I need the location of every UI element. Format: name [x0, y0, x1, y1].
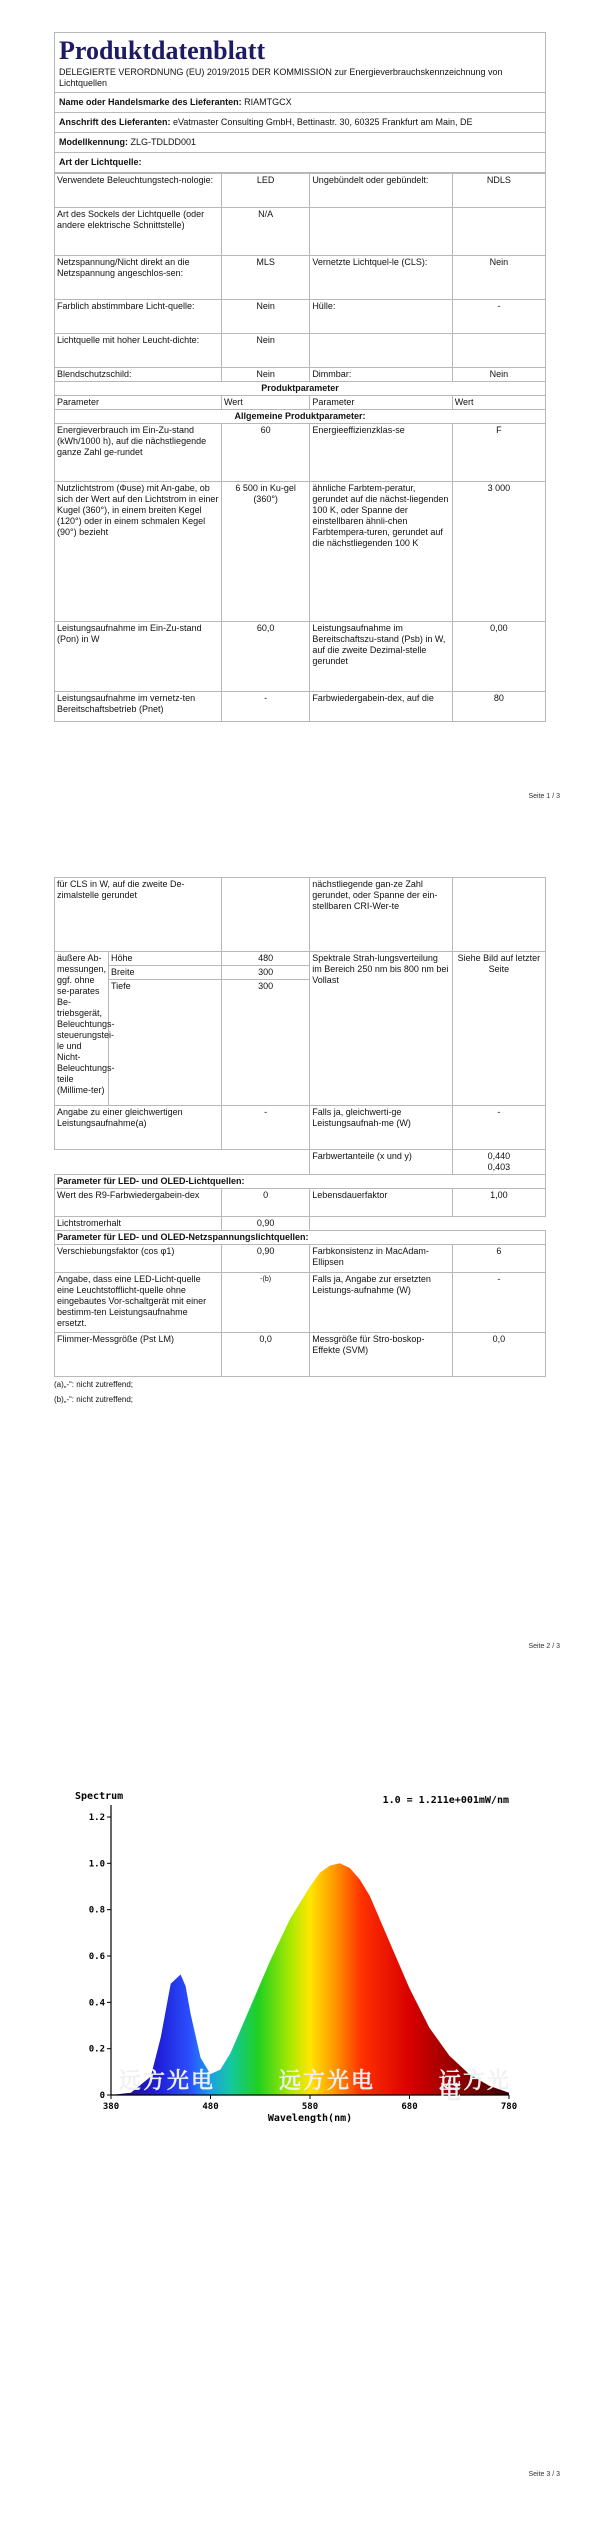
model-row — [55, 133, 546, 153]
watermark: 远方光电 — [119, 2068, 216, 2093]
address-row — [55, 113, 546, 133]
height-label: Höhe — [109, 952, 222, 966]
led-params-header: Parameter für LED- und OLED-Lichtquellen: — [55, 1175, 546, 1189]
envelope-label: Hülle: — [310, 300, 452, 334]
supplier-row — [55, 93, 546, 113]
highlum-value: Nein — [221, 334, 309, 368]
depth-value: 300 — [221, 980, 309, 1106]
y-tick-label: 0 — [99, 2091, 105, 2101]
empty-cell — [452, 208, 545, 256]
model-value: ZLG-TDLDD001 — [130, 137, 197, 147]
doc-title-cell — [55, 33, 546, 93]
replace-value: -(b) — [221, 1273, 309, 1333]
x-tick-label: 480 — [202, 2102, 219, 2112]
tech-value: LED — [221, 174, 309, 208]
chroma-y: 0,403 — [487, 1162, 511, 1172]
replace-power-label: Falls ja, Angabe zur ersetzten Leistungs-aufnahme (W) — [310, 1273, 452, 1333]
pon-value: 60,0 — [221, 622, 309, 692]
socket-label: Art des Sockels der Lichtquelle (oder andere elektrische Schnittstelle) — [55, 208, 222, 256]
pnet-label: Leistungsaufnahme im vernetz-ten Bereitschaftsbetrieb (Pnet) — [55, 692, 222, 722]
model-label: Modellkennung: — [59, 137, 128, 147]
flux-label: Nutzlichtstrom (Φuse) mit An-gabe, ob sich der Wert auf den Lichtstrom in einer Kugel (360°), in einem breiten Kegel (120°) oder in einem schmalen Kegel (90°) bezieht — [55, 482, 222, 622]
x-axis-label: Wavelength(nm) — [267, 2113, 353, 2124]
col-param-header: Parameter — [310, 396, 452, 410]
flicker-value: 0,0 — [221, 1333, 309, 1377]
page-2 — [54, 877, 546, 1405]
light-source-table — [54, 173, 546, 722]
x-tick-label: 380 — [102, 2102, 120, 2112]
y-tick-label: 1.2 — [88, 1813, 105, 1823]
r9-value: 0 — [221, 1189, 309, 1217]
watermark: 远方光电 — [279, 2068, 376, 2093]
glare-value: Nein — [221, 368, 309, 382]
width-label: Breite — [109, 966, 222, 980]
energy-label: Energieverbrauch im Ein-Zu-stand (kWh/1000 h), auf die nächstliegende ganze Zahl ge-rundet — [55, 424, 222, 482]
x-tick-label: 580 — [301, 2102, 319, 2112]
spectrum-area — [111, 1863, 509, 2095]
empty-cell — [55, 1150, 310, 1175]
col-value-header: Wert — [221, 396, 309, 410]
dims-label: äußere Ab-messungen, ggf. ohne se-parates Be-triebsgerät, Beleuchtungs-steuerungstei-le und Nicht-Beleuchtungs-teile (Millime-ter) — [55, 952, 109, 1106]
cri-label-continued: nächstliegende gan-ze Zahl gerundet, oder Spanne der ein-stellbaren CRI-Wer-te — [310, 878, 452, 952]
pnet-value: - — [221, 692, 309, 722]
page-number: Seite 1 / 3 — [528, 793, 560, 800]
y-tick-label: 0.8 — [88, 1905, 105, 1916]
cct-value: 3 000 — [452, 482, 545, 622]
mains-label: Netzspannung/Nicht direkt an die Netzspannung angeschlos-sen: — [55, 256, 222, 300]
x-tick-label: 680 — [401, 2102, 418, 2112]
product-params-header: Produktparameter — [55, 382, 546, 396]
height-value: 480 — [221, 952, 309, 966]
address-value: eVatmaster Consulting GmbH, Bettinastr. 30, 60325 Frankfurt am Main, DE — [173, 117, 473, 127]
empty-cell — [452, 334, 545, 368]
spectral-label: Spektrale Strah-lungsverteilung im Bereich 250 nm bis 800 nm bei Vollast — [310, 952, 452, 1106]
spectrum-chart — [69, 1775, 531, 2127]
macadam-value: 6 — [452, 1245, 545, 1273]
depth-label: Tiefe — [109, 980, 222, 1106]
macadam-label: Farbkonsistenz in MacAdam-Ellipsen — [310, 1245, 452, 1273]
pon-label: Leistungsaufnahme im Ein-Zu-stand (Pon) in W — [55, 622, 222, 692]
spectral-value: Siehe Bild auf letzter Seite — [452, 952, 545, 1106]
pf-value: 0,90 — [221, 1245, 309, 1273]
cri-value: 80 — [452, 692, 545, 722]
energy-value: 60 — [221, 424, 309, 482]
r9-label: Wert des R9-Farbwiedergabein-dex — [55, 1189, 222, 1217]
maint-label: Lichtstromerhalt — [55, 1217, 222, 1231]
regulation-text: DELEGIERTE VERORDNUNG (EU) 2019/2015 DER KOMMISSION zur Energieverbrauchskennzeichnung von Lichtquellen — [59, 67, 503, 88]
strobo-value: 0,0 — [452, 1333, 545, 1377]
address-label: Anschrift des Lieferanten: — [59, 117, 171, 127]
header-table — [54, 32, 546, 173]
equiv-power-value: - — [452, 1106, 545, 1150]
supplier-value: RIAMTGCX — [244, 97, 292, 107]
equiv-value: - — [221, 1106, 309, 1150]
chart-annotation: 1.0 = 1.211e+001mW/nm — [382, 1795, 509, 1806]
light-source-type-header: Art der Lichtquelle: — [55, 153, 546, 173]
lifetime-label: Lebensdauerfaktor — [310, 1189, 452, 1217]
page-number: Seite 2 / 3 — [528, 1643, 560, 1650]
chart-title: Spectrum — [75, 1791, 124, 1802]
page-number: Seite 3 / 3 — [528, 2471, 560, 2478]
eclass-label: Energieeffizienzklas-se — [310, 424, 452, 482]
highlum-label: Lichtquelle mit hoher Leucht-dichte: — [55, 334, 222, 368]
dimmable-value: Nein — [452, 368, 545, 382]
lifetime-value: 1,00 — [452, 1189, 545, 1217]
envelope-value: - — [452, 300, 545, 334]
equiv-label: Angabe zu einer gleichwertigen Leistungsaufnahme(a) — [55, 1106, 222, 1150]
unbundled-value: NDLS — [452, 174, 545, 208]
flux-value: 6 500 in Ku-gel (360°) — [221, 482, 309, 622]
footnote-a: (a)„-“: nicht zutreffend; — [54, 1380, 133, 1389]
y-tick-label: 1.0 — [88, 1859, 105, 1870]
tunable-value: Nein — [221, 300, 309, 334]
replace-label: Angabe, dass eine LED-Licht-quelle eine Leuchtstofflicht-quelle ohne eingebautes Vor-schaltgerät mit einer bestimm-ten Leistungsaufnahme ersetzt. — [55, 1273, 222, 1333]
flicker-label: Flimmer-Messgröße (Pst LM) — [55, 1333, 222, 1377]
empty-cell — [221, 878, 309, 952]
params-table-continued — [54, 877, 546, 1377]
footnote-b: (b)„-“: nicht zutreffend; — [54, 1395, 133, 1404]
page-1 — [54, 32, 546, 722]
chroma-x: 0,440 — [487, 1151, 511, 1161]
col-param-header: Parameter — [55, 396, 222, 410]
empty-cell — [310, 334, 452, 368]
col-value-header: Wert — [452, 396, 545, 410]
general-params-header: Allgemeine Produktparameter: — [55, 410, 546, 424]
psb-value: 0,00 — [452, 622, 545, 692]
cct-label: ähnliche Farbtem-peratur, gerundet auf die nächst-liegenden 100 K, oder Spanne der einstellbaren ähnli-chen Farbtempera-turen, gerundet auf die nächstliegenden 100 K — [310, 482, 452, 622]
tech-label: Verwendete Beleuchtungstech-nologie: — [55, 174, 222, 208]
y-tick-label: 0.4 — [88, 1998, 105, 2009]
pnet-label-continued: für CLS in W, auf die zweite De-zimalstelle gerundet — [55, 878, 222, 952]
doc-title: Produktdatenblatt — [59, 36, 266, 65]
unbundled-label: Ungebündelt oder gebündelt: — [310, 174, 452, 208]
watermark: 远方光电 — [439, 2068, 512, 2104]
pf-label: Verschiebungsfaktor (cos φ1) — [55, 1245, 222, 1273]
strobo-label: Messgröße für Stro-boskop-Effekte (SVM) — [310, 1333, 452, 1377]
x-tick-label: 780 — [500, 2102, 518, 2112]
y-tick-label: 0.2 — [88, 2044, 105, 2055]
eclass-value: F — [452, 424, 545, 482]
tunable-label: Farblich abstimmbare Licht-quelle: — [55, 300, 222, 334]
equiv-power-label: Falls ja, gleichwerti-ge Leistungsaufnah-me (W) — [310, 1106, 452, 1150]
empty-cell — [452, 878, 545, 952]
empty-cell — [310, 1217, 546, 1231]
width-value: 300 — [221, 966, 309, 980]
empty-cell — [310, 208, 452, 256]
y-tick-label: 0.6 — [88, 1952, 105, 1962]
psb-label: Leistungsaufnahme im Bereitschaftszu-stand (Psb) in W, auf die zweite Dezimal-stelle gerundet — [310, 622, 452, 692]
glare-label: Blendschutzschild: — [55, 368, 222, 382]
dimmable-label: Dimmbar: — [310, 368, 452, 382]
chroma-values — [452, 1150, 545, 1175]
socket-value: N/A — [221, 208, 309, 256]
maint-value: 0,90 — [221, 1217, 309, 1231]
mains-value: MLS — [221, 256, 309, 300]
connected-label: Vernetzte Lichtquel-le (CLS): — [310, 256, 452, 300]
mains-params-header: Parameter für LED- und OLED-Netzspannungslichtquellen: — [55, 1231, 546, 1245]
chroma-label: Farbwertanteile (x und y) — [310, 1150, 452, 1175]
supplier-label: Name oder Handelsmarke des Lieferanten: — [59, 97, 242, 107]
connected-value: Nein — [452, 256, 545, 300]
cri-label: Farbwiedergabein-dex, auf die — [310, 692, 452, 722]
replace-power-value: - — [452, 1273, 545, 1333]
